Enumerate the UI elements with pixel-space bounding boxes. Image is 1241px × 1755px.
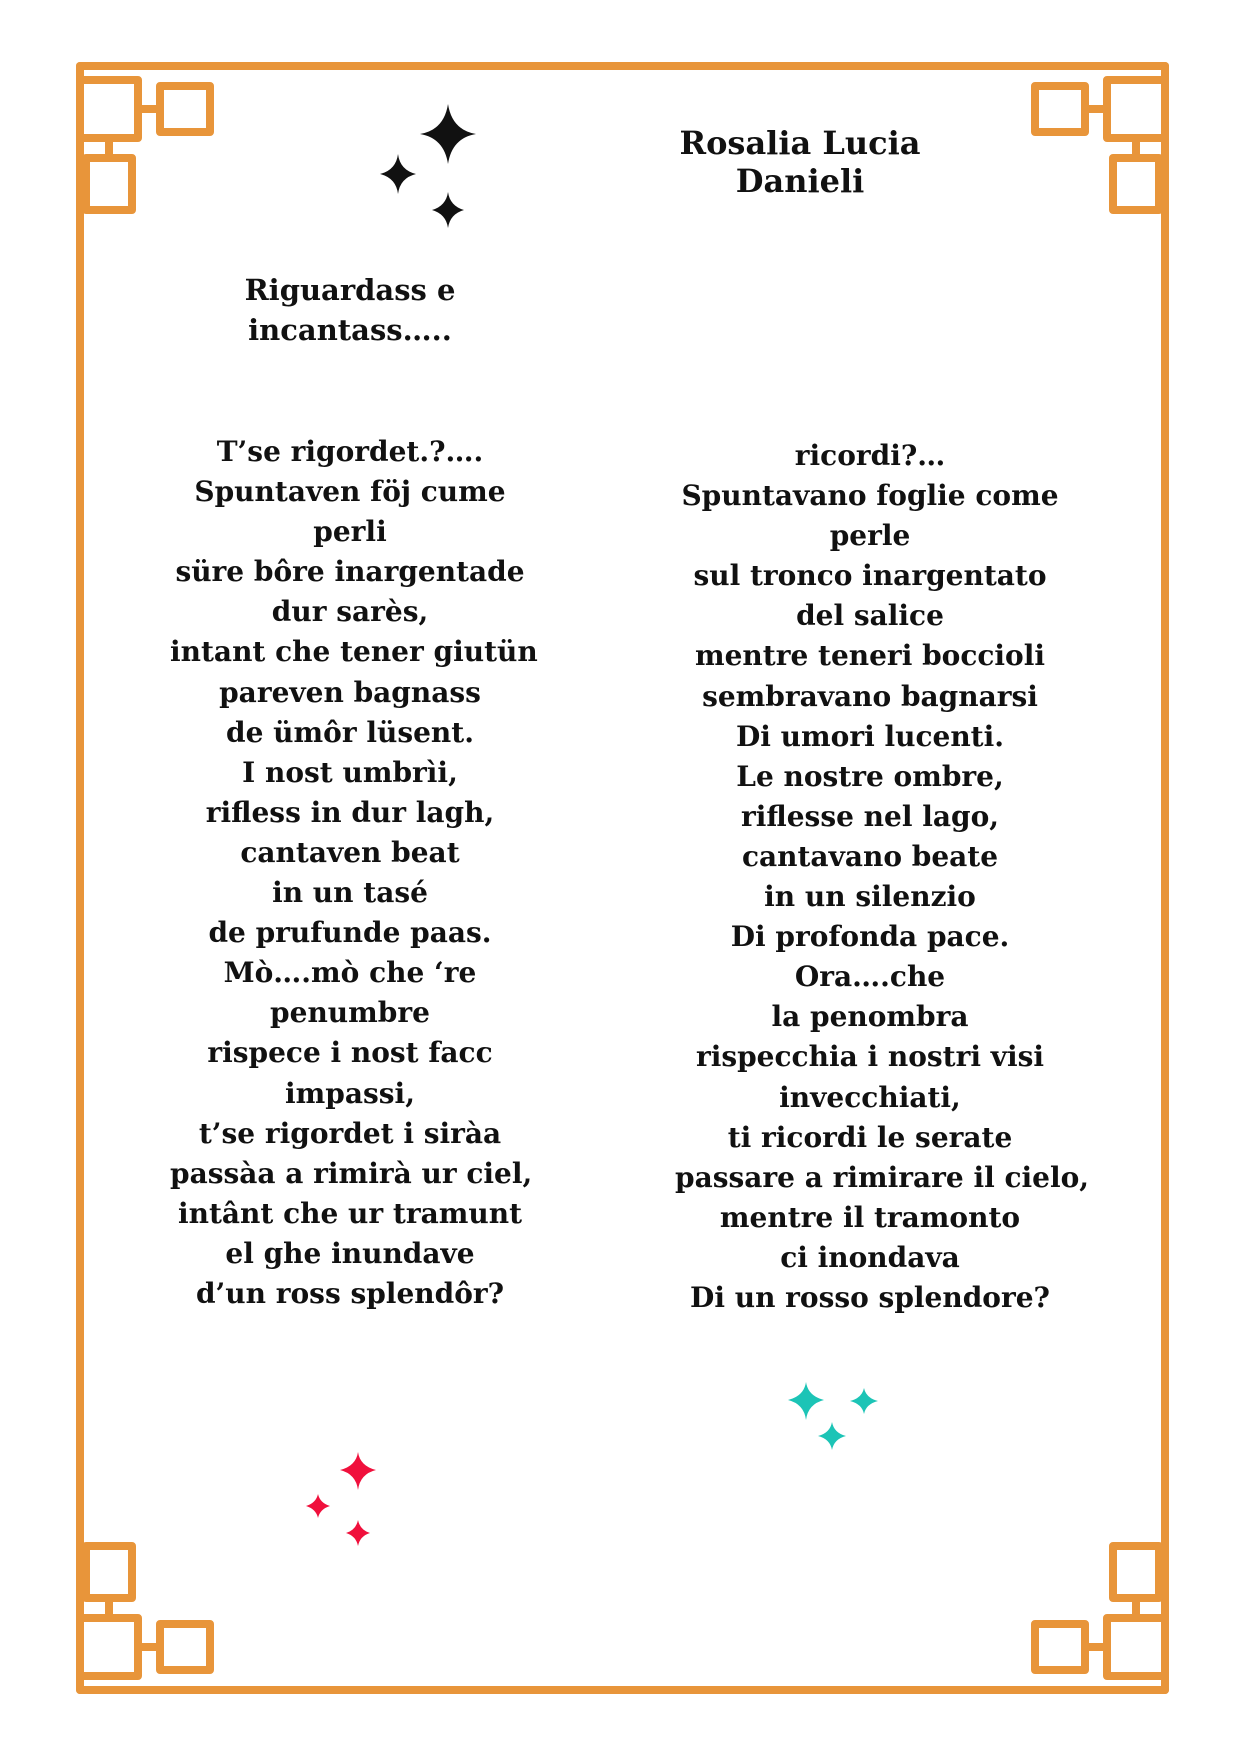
poem-line: I nost umbrìi, — [242, 755, 458, 789]
poem-line: d’un ross splendôr? — [195, 1276, 505, 1310]
sparkle-icon-group-red — [300, 1450, 390, 1560]
sparkle-icon-group-top — [370, 100, 480, 240]
poem-line: süre bôre inargentade — [175, 555, 525, 589]
poem-title-line: Riguardass e — [244, 273, 456, 307]
poem-italian — [675, 436, 1090, 1318]
poem-line: la penombra — [771, 1000, 969, 1034]
poem-line: dur sarès, — [271, 595, 429, 629]
poem-line: invecchiati, — [779, 1080, 961, 1114]
poem-line: de prufunde paas. — [208, 916, 492, 950]
poem-line: sembravano bagnarsi — [702, 679, 1038, 713]
sparkle-icon — [788, 1382, 824, 1420]
sparkle-icon — [340, 1452, 376, 1490]
poem-line: cantaven beat — [240, 835, 460, 869]
poem-line: passare a rimirare il cielo, — [675, 1160, 1090, 1194]
sparkle-icon — [420, 104, 476, 164]
poem-line: perli — [313, 515, 387, 549]
poem-line: pareven bagnass — [219, 675, 481, 709]
poem-line: t’se rigordet i siràa — [198, 1116, 502, 1150]
poem-line: Spuntaven föj cume — [194, 475, 506, 509]
poem-line: intant che tener giutün — [170, 635, 538, 669]
poem-title-line: incantass….. — [248, 313, 452, 347]
poem-line: rispecchia i nostri visi — [695, 1040, 1045, 1074]
fret-corner-icon — [1035, 80, 1165, 210]
poem-line: in un tasé — [272, 876, 428, 910]
poem-dialect — [170, 432, 538, 1314]
fret-corner-icon — [1035, 1546, 1165, 1676]
sparkle-icon — [432, 192, 464, 228]
poem-line: Di profonda pace. — [730, 920, 1010, 954]
sparkle-icon-group-teal — [780, 1380, 890, 1460]
poem-line: Ora….che — [794, 960, 946, 994]
poem-line: in un silenzio — [764, 880, 976, 914]
poem-line: mentre il tramonto — [719, 1200, 1021, 1234]
poem-line: perle — [829, 519, 911, 553]
poem-line: ci inondava — [780, 1240, 960, 1274]
poem-line: intânt che ur tramunt — [177, 1196, 523, 1230]
poem-line: del salice — [796, 599, 944, 633]
poem-line: el ghe inundave — [225, 1236, 475, 1270]
sparkle-icon — [818, 1422, 846, 1450]
fret-corner-icon — [80, 80, 210, 210]
poem-line: riflesse nel lago, — [741, 799, 999, 833]
poem-line: sul tronco inargentato — [693, 559, 1047, 593]
poem-line: Di umori lucenti. — [736, 719, 1004, 753]
poem-line: penumbre — [270, 996, 430, 1030]
poem-line: ti ricordi le serate — [727, 1120, 1013, 1154]
poem-line: T’se rigordet.?…. — [216, 435, 484, 468]
poem-line: passàa a rimirà ur ciel, — [170, 1156, 533, 1190]
poem-line: de ümôr lüsent. — [226, 715, 474, 749]
sparkle-icon — [306, 1494, 330, 1518]
fret-corner-icon — [80, 1546, 210, 1676]
sparkle-icon — [380, 154, 416, 194]
poem-line: Di un rosso splendore? — [690, 1280, 1050, 1314]
sparkle-icon — [850, 1388, 878, 1414]
poem-line: impassi, — [285, 1076, 415, 1110]
poem-line: Le nostre ombre, — [736, 759, 1004, 793]
poem-line: mentre teneri boccioli — [694, 639, 1046, 673]
poem-line: cantavano beate — [741, 839, 999, 873]
poem-title — [200, 270, 500, 350]
poem-line: Mò….mò che ‘re — [223, 956, 477, 990]
author-name: Rosalia Lucia Danieli — [679, 124, 921, 200]
sparkle-icon — [346, 1520, 370, 1546]
poem-line: rispece i nost facc — [207, 1036, 493, 1070]
poem-line: ricordi?… — [794, 439, 946, 472]
poem-line: Spuntavano foglie come — [681, 479, 1059, 513]
poem-line: rifless in dur lagh, — [205, 795, 495, 829]
